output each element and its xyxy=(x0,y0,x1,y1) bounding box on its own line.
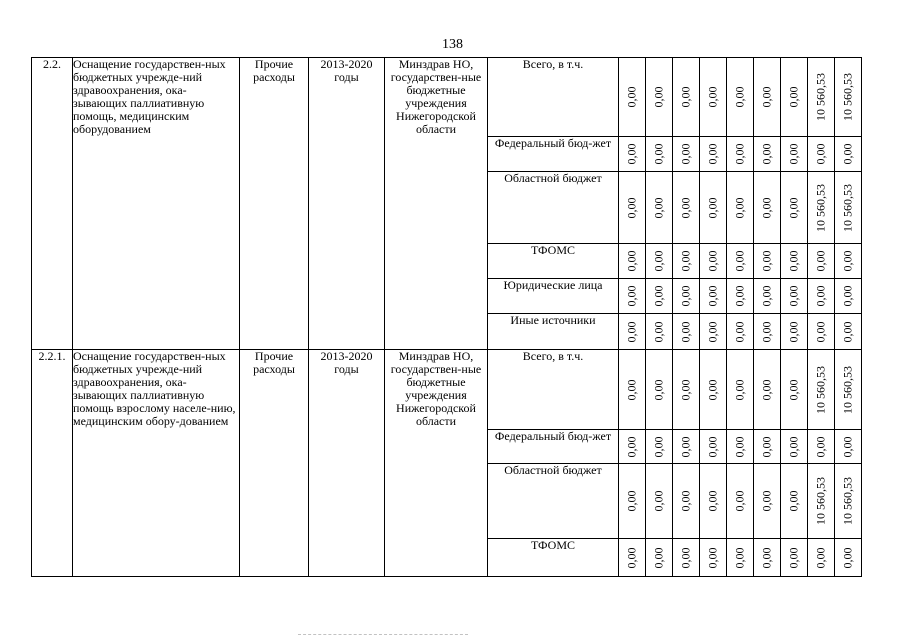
value-cell xyxy=(700,314,727,350)
value-cell xyxy=(727,137,754,172)
value-text: 0,00 xyxy=(732,321,747,342)
value-cell xyxy=(727,172,754,244)
value-cell xyxy=(700,279,727,314)
value-text: 0,00 xyxy=(705,197,720,218)
period: 2013-2020 годы xyxy=(309,350,385,577)
value-cell xyxy=(835,539,862,577)
value-text: 0,00 xyxy=(786,143,801,165)
value-cell xyxy=(808,350,835,430)
value-text: 0,00 xyxy=(813,547,828,568)
value-cell xyxy=(646,137,673,172)
value-text: 0,00 xyxy=(705,143,720,165)
value-text: 0,00 xyxy=(786,285,801,307)
value-text: 0,00 xyxy=(813,143,828,165)
value-text: 0,00 xyxy=(840,250,855,272)
value-cell xyxy=(700,464,727,539)
value-cell xyxy=(835,172,862,244)
value-cell xyxy=(835,58,862,137)
value-cell xyxy=(673,137,700,172)
value-cell xyxy=(808,279,835,314)
value-text: 0,00 xyxy=(759,285,774,307)
value-text: 0,00 xyxy=(651,197,666,218)
value-text: 0,00 xyxy=(786,197,801,218)
value-cell xyxy=(754,350,781,430)
value-cell xyxy=(619,137,646,172)
value-cell xyxy=(781,350,808,430)
funding-source: ТФОМС xyxy=(488,244,619,279)
value-text: 0,00 xyxy=(678,285,693,307)
budget-table xyxy=(31,57,862,577)
value-cell xyxy=(835,350,862,430)
value-cell xyxy=(808,464,835,539)
value-text: 0,00 xyxy=(624,250,639,272)
value-cell xyxy=(673,350,700,430)
item-name: Оснащение государствен-ных бюджетных учрежде-ний здравоохранения, ока-зывающих паллиативную помощь, медицинским оборудованием xyxy=(73,58,240,350)
value-text: 0,00 xyxy=(651,86,666,108)
value-cell xyxy=(646,244,673,279)
value-text: 10 560,53 xyxy=(840,477,855,525)
value-cell xyxy=(700,58,727,137)
value-cell xyxy=(700,172,727,244)
funding-source: Юридические лица xyxy=(488,279,619,314)
value-text: 0,00 xyxy=(624,379,639,400)
value-cell xyxy=(646,314,673,350)
value-cell xyxy=(727,279,754,314)
value-text: 0,00 xyxy=(624,86,639,108)
value-text: 0,00 xyxy=(813,321,828,342)
value-text: 0,00 xyxy=(678,250,693,272)
value-cell xyxy=(673,172,700,244)
funding-source: Всего, в т.ч. xyxy=(488,58,619,137)
value-text: 0,00 xyxy=(678,321,693,342)
value-text: 0,00 xyxy=(786,490,801,512)
executor: Минздрав НО, государствен-ные бюджетные учреждения Нижегородской области xyxy=(385,350,488,577)
value-cell xyxy=(727,539,754,577)
value-cell xyxy=(727,350,754,430)
value-text: 0,00 xyxy=(732,285,747,307)
value-cell xyxy=(808,137,835,172)
value-cell xyxy=(619,172,646,244)
value-text: 0,00 xyxy=(651,285,666,307)
value-text: 0,00 xyxy=(705,86,720,108)
value-text: 0,00 xyxy=(732,436,747,457)
value-cell xyxy=(808,430,835,464)
value-text: 0,00 xyxy=(732,490,747,512)
value-cell xyxy=(619,350,646,430)
value-text: 0,00 xyxy=(840,436,855,457)
funding-source: Областной бюджет xyxy=(488,464,619,539)
value-text: 0,00 xyxy=(705,379,720,400)
value-cell xyxy=(646,430,673,464)
item-name: Оснащение государствен-ных бюджетных учрежде-ний здравоохранения, ока-зывающих паллиативную помощь взрослому населе-нию, медицинским обору-дованием xyxy=(73,350,240,577)
value-text: 0,00 xyxy=(624,285,639,307)
value-cell xyxy=(673,464,700,539)
value-cell xyxy=(619,279,646,314)
value-cell xyxy=(781,314,808,350)
item-number: 2.2.1. xyxy=(32,350,73,577)
value-text: 0,00 xyxy=(651,143,666,165)
value-text: 0,00 xyxy=(813,436,828,457)
value-text: 0,00 xyxy=(786,379,801,400)
value-text: 0,00 xyxy=(678,547,693,568)
value-text: 0,00 xyxy=(678,197,693,218)
value-text: 0,00 xyxy=(624,143,639,165)
value-text: 10 560,53 xyxy=(813,477,828,525)
page-number: 138 xyxy=(442,37,463,52)
value-text: 0,00 xyxy=(732,250,747,272)
value-cell xyxy=(700,539,727,577)
value-cell xyxy=(619,58,646,137)
value-text: 0,00 xyxy=(840,285,855,307)
value-cell xyxy=(835,464,862,539)
item-number: 2.2. xyxy=(32,58,73,350)
value-text: 0,00 xyxy=(678,86,693,108)
value-text: 0,00 xyxy=(678,436,693,457)
value-cell xyxy=(646,279,673,314)
value-text: 0,00 xyxy=(705,321,720,342)
value-cell xyxy=(673,430,700,464)
value-cell xyxy=(808,172,835,244)
value-text: 0,00 xyxy=(705,436,720,457)
value-text: 10 560,53 xyxy=(813,365,828,414)
value-cell xyxy=(700,350,727,430)
value-cell xyxy=(673,314,700,350)
value-cell xyxy=(808,58,835,137)
value-cell xyxy=(754,244,781,279)
funding-source: Областной бюджет xyxy=(488,172,619,244)
value-cell xyxy=(727,430,754,464)
value-text: 0,00 xyxy=(678,379,693,400)
executor: Минздрав НО, государствен-ные бюджетные учреждения Нижегородской области xyxy=(385,58,488,350)
value-text: 0,00 xyxy=(651,379,666,400)
value-cell xyxy=(673,58,700,137)
value-cell xyxy=(619,539,646,577)
funding-source: Всего, в т.ч. xyxy=(488,350,619,430)
value-text: 0,00 xyxy=(759,197,774,218)
value-cell xyxy=(781,137,808,172)
value-text: 10 560,53 xyxy=(840,73,855,121)
value-cell xyxy=(646,58,673,137)
value-cell xyxy=(781,172,808,244)
value-cell xyxy=(781,58,808,137)
value-cell xyxy=(646,464,673,539)
value-cell xyxy=(754,137,781,172)
value-cell xyxy=(700,430,727,464)
funding-source: Федеральный бюд-жет xyxy=(488,430,619,464)
value-text: 0,00 xyxy=(786,86,801,108)
value-cell xyxy=(619,430,646,464)
funding-source: Федеральный бюд-жет xyxy=(488,137,619,172)
value-cell xyxy=(754,172,781,244)
value-text: 0,00 xyxy=(624,490,639,512)
value-cell xyxy=(754,539,781,577)
value-text: 0,00 xyxy=(624,436,639,457)
value-text: 0,00 xyxy=(840,321,855,342)
period: 2013-2020 годы xyxy=(309,58,385,350)
value-text: 0,00 xyxy=(759,547,774,568)
value-text: 0,00 xyxy=(732,379,747,400)
value-cell xyxy=(727,314,754,350)
value-text: 0,00 xyxy=(678,490,693,512)
value-cell xyxy=(835,430,862,464)
value-cell xyxy=(835,314,862,350)
value-cell xyxy=(835,137,862,172)
value-text: 0,00 xyxy=(840,547,855,568)
value-text: 10 560,53 xyxy=(813,73,828,121)
expense-type: Прочие расходы xyxy=(240,58,309,350)
value-text: 0,00 xyxy=(732,197,747,218)
value-text: 10 560,53 xyxy=(840,365,855,414)
value-text: 0,00 xyxy=(705,285,720,307)
value-text: 0,00 xyxy=(759,143,774,165)
value-cell xyxy=(673,244,700,279)
value-text: 0,00 xyxy=(759,250,774,272)
value-text: 0,00 xyxy=(786,547,801,568)
value-text: 0,00 xyxy=(705,250,720,272)
value-cell xyxy=(754,314,781,350)
value-text: 0,00 xyxy=(732,547,747,568)
value-cell xyxy=(835,244,862,279)
value-cell xyxy=(619,464,646,539)
value-text: 0,00 xyxy=(651,547,666,568)
value-text: 0,00 xyxy=(678,143,693,165)
value-cell xyxy=(673,279,700,314)
value-cell xyxy=(808,314,835,350)
expense-type: Прочие расходы xyxy=(240,350,309,577)
value-text: 0,00 xyxy=(732,143,747,165)
value-text: 0,00 xyxy=(813,285,828,307)
value-cell xyxy=(646,172,673,244)
value-text: 0,00 xyxy=(759,490,774,512)
value-text: 0,00 xyxy=(786,321,801,342)
value-cell xyxy=(781,464,808,539)
value-text: 0,00 xyxy=(651,436,666,457)
value-cell xyxy=(646,350,673,430)
value-cell xyxy=(673,539,700,577)
value-cell xyxy=(754,58,781,137)
value-cell xyxy=(727,464,754,539)
value-text: 0,00 xyxy=(624,321,639,342)
value-cell xyxy=(754,464,781,539)
value-cell xyxy=(700,137,727,172)
value-cell xyxy=(754,279,781,314)
value-text: 10 560,53 xyxy=(813,183,828,232)
value-cell xyxy=(727,244,754,279)
value-text: 0,00 xyxy=(624,197,639,218)
table-row xyxy=(32,350,862,430)
value-text: 0,00 xyxy=(759,379,774,400)
value-text: 0,00 xyxy=(786,250,801,272)
scan-artifact xyxy=(298,634,468,638)
value-text: 0,00 xyxy=(759,436,774,457)
value-cell xyxy=(808,244,835,279)
value-cell xyxy=(781,279,808,314)
value-cell xyxy=(835,279,862,314)
value-text: 0,00 xyxy=(705,547,720,568)
value-text: 0,00 xyxy=(759,86,774,108)
value-text: 0,00 xyxy=(813,250,828,272)
value-cell xyxy=(781,244,808,279)
value-cell xyxy=(781,430,808,464)
value-text: 0,00 xyxy=(759,321,774,342)
value-cell xyxy=(808,539,835,577)
value-text: 0,00 xyxy=(840,143,855,165)
value-cell xyxy=(754,430,781,464)
value-cell xyxy=(700,244,727,279)
value-text: 0,00 xyxy=(732,86,747,108)
value-cell xyxy=(619,314,646,350)
value-text: 0,00 xyxy=(624,547,639,568)
table-row xyxy=(32,58,862,137)
value-text: 0,00 xyxy=(705,490,720,512)
value-cell xyxy=(619,244,646,279)
funding-source: Иные источники xyxy=(488,314,619,350)
funding-source: ТФОМС xyxy=(488,539,619,577)
value-text: 0,00 xyxy=(786,436,801,457)
value-text: 0,00 xyxy=(651,250,666,272)
value-text: 0,00 xyxy=(651,490,666,512)
value-cell xyxy=(781,539,808,577)
value-text: 0,00 xyxy=(651,321,666,342)
value-cell xyxy=(727,58,754,137)
value-cell xyxy=(646,539,673,577)
value-text: 10 560,53 xyxy=(840,183,855,232)
